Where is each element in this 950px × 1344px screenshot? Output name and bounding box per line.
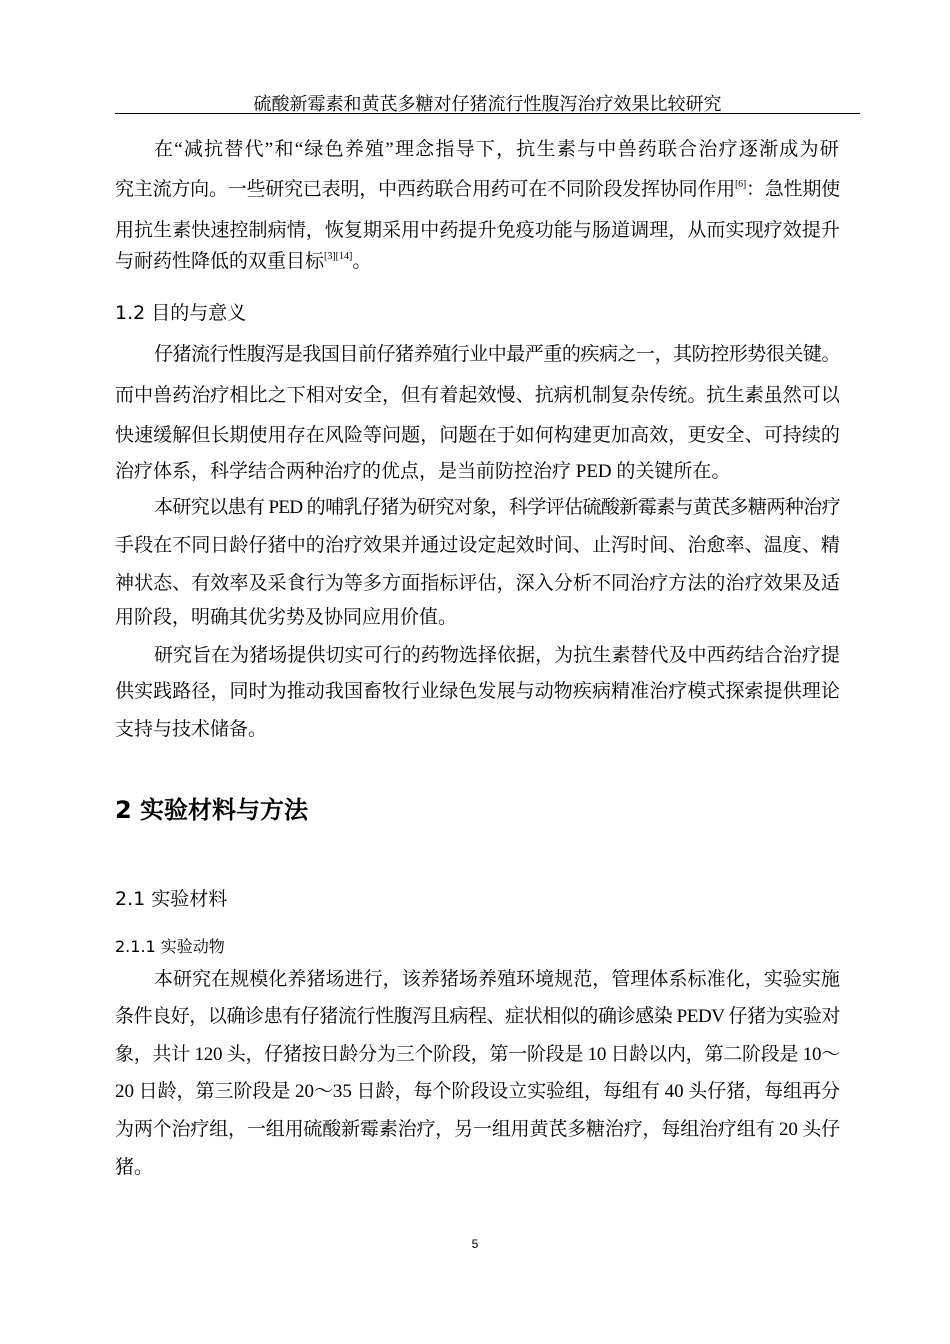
section-heading-2-1: 2.1 实验材料 — [115, 888, 228, 910]
text-line: 而中兽药治疗相比之下相对安全，但有着起效慢、抗病机制复杂传统。抗生素虽然可以 — [115, 385, 840, 406]
text-span: ：急性期使 — [746, 179, 840, 200]
text-line: 20 日龄，第三阶段是 20～35 日龄，每个阶段设立实验组，每组有 40 头仔猪，每组再分 — [115, 1081, 840, 1102]
citation: [3][14] — [324, 251, 353, 262]
text-line: 供实践路径，同时为推动我国畜牧行业绿色发展与动物疾病精准治疗模式探索提供理论 — [115, 681, 840, 702]
text-span: 。 — [352, 251, 372, 272]
text-line: 象，共计 120 头，仔猪按日龄分为三个阶段，第一阶段是 10 日龄以内，第二阶段是 10～ — [115, 1044, 840, 1065]
text-line — [115, 178, 840, 202]
page-number: 5 — [471, 1237, 479, 1251]
chapter-heading-2: 2 实验材料与方法 — [115, 796, 309, 824]
running-header: 硫酸新霉素和黄芪多糖对仔猪流行性腹泻治疗效果比较研究 — [253, 94, 722, 114]
text-span: 究主流方向。一些研究已表明，中西药联合用药可在不同阶段发挥协同作用 — [115, 179, 735, 200]
text-line: 为两个治疗组，一组用硫酸新霉素治疗，另一组用黄芪多糖治疗，每组治疗组有 20 头仔 — [115, 1119, 840, 1140]
text-line: 手段在不同日龄仔猪中的治疗效果并通过设定起效时间、止泻时间、治愈率、温度、精 — [115, 535, 840, 556]
section-heading-1-2: 1.2 目的与意义 — [115, 302, 247, 324]
text-line: 神状态、有效率及采食行为等多方面指标评估，深入分析不同治疗方法的治疗效果及适 — [115, 573, 840, 594]
text-line: 治疗体系，科学结合两种治疗的优点，是当前防控治疗 PED 的关键所在。 — [115, 461, 731, 482]
text-span: 与耐药性降低的双重目标 — [115, 251, 325, 272]
text-line: 本研究以患有 PED 的哺乳仔猪为研究对象，科学评估硫酸新霉素与黄芪多糖两种治疗 — [154, 497, 840, 518]
text-line: 本研究在规模化养猪场进行，该养猪场养殖环境规范，管理体系标准化，实验实施 — [154, 969, 840, 990]
text-line: 研究旨在为猪场提供切实可行的药物选择依据，为抗生素替代及中西药结合治疗提 — [154, 645, 840, 666]
text-line: 条件良好，以确诊患有仔猪流行性腹泻且病程、症状相似的确诊感染 PEDV 仔猪为实验对 — [115, 1006, 840, 1027]
text-line: 在“减抗替代”和“绿色养殖”理念指导下，抗生素与中兽药联合治疗逐渐成为研 — [154, 139, 840, 160]
citation: [6] — [735, 179, 747, 190]
header-rule — [115, 113, 860, 114]
text-line: 支持与技术储备。 — [115, 719, 268, 740]
text-line: 用抗生素快速控制病情，恢复期采用中药提升免疫功能与肠道调理，从而实现疗效提升 — [115, 220, 840, 241]
text-line: 猪。 — [115, 1157, 154, 1178]
subsection-heading-2-1-1: 2.1.1 实验动物 — [115, 937, 225, 956]
text-line: 用阶段，明确其优劣势及协同应用价值。 — [115, 607, 458, 628]
text-line — [115, 250, 371, 274]
text-line: 仔猪流行性腹泻是我国目前仔猪养殖行业中最严重的疾病之一，其防控形势很关键。 — [154, 344, 840, 365]
text-line: 快速缓解但长期使用存在风险等问题，问题在于如何构建更加高效，更安全、可持续的 — [115, 425, 840, 446]
